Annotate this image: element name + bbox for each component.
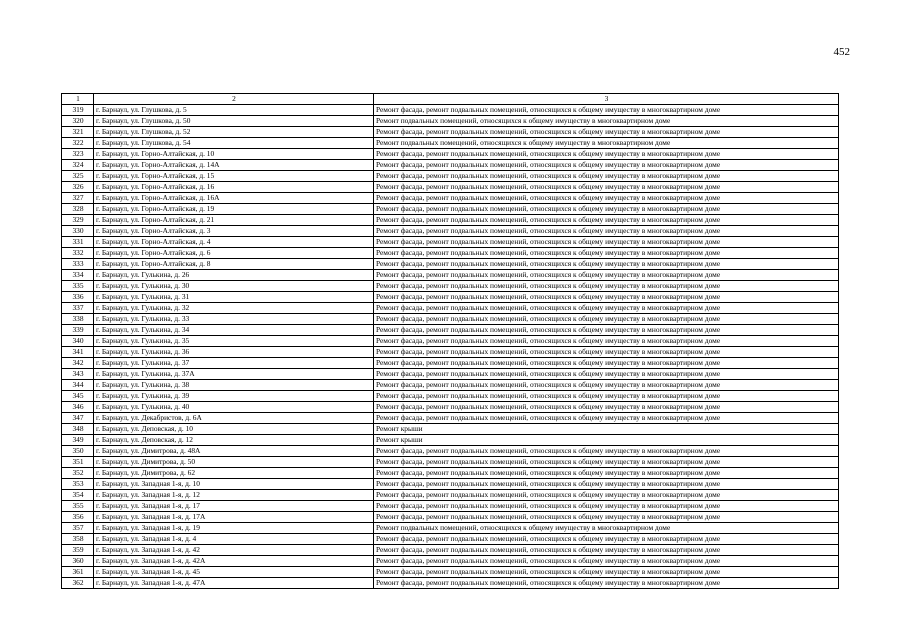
row-work-cell: Ремонт фасада, ремонт подвальных помещений, относящихся к общему имуществу в многоквартирном доме: [374, 347, 839, 358]
row-number-cell: 346: [62, 402, 94, 413]
row-number-cell: 340: [62, 336, 94, 347]
table-row: [62, 204, 839, 215]
row-address-cell: г. Барнаул, ул. Горно-Алтайская, д. 10: [94, 149, 374, 160]
row-number-cell: 334: [62, 270, 94, 281]
row-address-cell: г. Барнаул, ул. Западная 1-я, д. 19: [94, 523, 374, 534]
row-work-cell: Ремонт фасада, ремонт подвальных помещений, относящихся к общему имуществу в многоквартирном доме: [374, 490, 839, 501]
row-work-cell: Ремонт фасада, ремонт подвальных помещений, относящихся к общему имуществу в многоквартирном доме: [374, 259, 839, 270]
row-number-cell: 320: [62, 116, 94, 127]
row-number-cell: 339: [62, 325, 94, 336]
row-number-cell: 355: [62, 501, 94, 512]
row-work-cell: Ремонт фасада, ремонт подвальных помещений, относящихся к общему имуществу в многоквартирном доме: [374, 215, 839, 226]
table-row: [62, 259, 839, 270]
table-row: [62, 347, 839, 358]
row-work-cell: Ремонт фасада, ремонт подвальных помещений, относящихся к общему имуществу в многоквартирном доме: [374, 336, 839, 347]
row-number-cell: 351: [62, 457, 94, 468]
row-number-cell: 322: [62, 138, 94, 149]
table-row: [62, 292, 839, 303]
row-address-cell: г. Барнаул, ул. Горно-Алтайская, д. 21: [94, 215, 374, 226]
row-address-cell: г. Барнаул, ул. Горно-Алтайская, д. 8: [94, 259, 374, 270]
row-address-cell: г. Барнаул, ул. Гулькина, д. 38: [94, 380, 374, 391]
row-address-cell: г. Барнаул, ул. Гулькина, д. 36: [94, 347, 374, 358]
table-row: [62, 567, 839, 578]
row-number-cell: 323: [62, 149, 94, 160]
row-address-cell: г. Барнаул, ул. Гулькина, д. 32: [94, 303, 374, 314]
row-number-cell: 360: [62, 556, 94, 567]
row-number-cell: 356: [62, 512, 94, 523]
row-number-cell: 342: [62, 358, 94, 369]
table-row: [62, 457, 839, 468]
table-row: [62, 237, 839, 248]
row-work-cell: Ремонт фасада, ремонт подвальных помещений, относящихся к общему имуществу в многоквартирном доме: [374, 578, 839, 589]
row-work-cell: Ремонт фасада, ремонт подвальных помещений, относящихся к общему имуществу в многоквартирном доме: [374, 248, 839, 259]
table-row: [62, 336, 839, 347]
row-work-cell: Ремонт фасада, ремонт подвальных помещений, относящихся к общему имуществу в многоквартирном доме: [374, 534, 839, 545]
table-row: [62, 281, 839, 292]
row-number-cell: 357: [62, 523, 94, 534]
row-number-cell: 349: [62, 435, 94, 446]
row-work-cell: Ремонт фасада, ремонт подвальных помещений, относящихся к общему имуществу в многоквартирном доме: [374, 160, 839, 171]
table-row: [62, 270, 839, 281]
table-row: [62, 490, 839, 501]
row-number-cell: 345: [62, 391, 94, 402]
table-row: [62, 556, 839, 567]
row-address-cell: г. Барнаул, ул. Глушкова, д. 5: [94, 105, 374, 116]
header-cell-number: 1: [62, 94, 94, 105]
row-work-cell: Ремонт подвальных помещений, относящихся к общему имуществу в многоквартирном доме: [374, 116, 839, 127]
row-address-cell: г. Барнаул, ул. Гулькина, д. 31: [94, 292, 374, 303]
table-row: [62, 501, 839, 512]
table-row: [62, 512, 839, 523]
row-number-cell: 348: [62, 424, 94, 435]
row-address-cell: г. Барнаул, ул. Горно-Алтайская, д. 15: [94, 171, 374, 182]
row-number-cell: 332: [62, 248, 94, 259]
row-address-cell: г. Барнаул, ул. Западная 1-я, д. 42А: [94, 556, 374, 567]
row-address-cell: г. Барнаул, ул. Гулькина, д. 34: [94, 325, 374, 336]
row-work-cell: Ремонт фасада, ремонт подвальных помещений, относящихся к общему имуществу в многоквартирном доме: [374, 226, 839, 237]
row-work-cell: Ремонт фасада, ремонт подвальных помещений, относящихся к общему имуществу в многоквартирном доме: [374, 457, 839, 468]
row-work-cell: Ремонт крыши: [374, 435, 839, 446]
row-number-cell: 327: [62, 193, 94, 204]
table-row: [62, 105, 839, 116]
header-cell-address: 2: [94, 94, 374, 105]
table-row: [62, 545, 839, 556]
table-row: [62, 138, 839, 149]
row-address-cell: г. Барнаул, ул. Горно-Алтайская, д. 4: [94, 237, 374, 248]
row-address-cell: г. Барнаул, ул. Западная 1-я, д. 17: [94, 501, 374, 512]
row-address-cell: г. Барнаул, ул. Гулькина, д. 35: [94, 336, 374, 347]
row-address-cell: г. Барнаул, ул. Гулькина, д. 39: [94, 391, 374, 402]
table-row: [62, 523, 839, 534]
table-row: [62, 303, 839, 314]
table-row: [62, 424, 839, 435]
table-header-row: [62, 94, 839, 105]
row-number-cell: 330: [62, 226, 94, 237]
table-row: [62, 380, 839, 391]
row-work-cell: Ремонт фасада, ремонт подвальных помещений, относящихся к общему имуществу в многоквартирном доме: [374, 303, 839, 314]
table-body: [62, 94, 839, 589]
row-work-cell: Ремонт фасада, ремонт подвальных помещений, относящихся к общему имуществу в многоквартирном доме: [374, 468, 839, 479]
table-row: [62, 215, 839, 226]
row-number-cell: 362: [62, 578, 94, 589]
row-address-cell: г. Барнаул, ул. Димитрова, д. 48А: [94, 446, 374, 457]
table-row: [62, 149, 839, 160]
page-number: 452: [833, 46, 850, 58]
row-work-cell: Ремонт крыши: [374, 424, 839, 435]
table-row: [62, 193, 839, 204]
header-cell-work: 3: [374, 94, 839, 105]
row-number-cell: 350: [62, 446, 94, 457]
row-number-cell: 361: [62, 567, 94, 578]
row-number-cell: 344: [62, 380, 94, 391]
row-number-cell: 324: [62, 160, 94, 171]
row-work-cell: Ремонт фасада, ремонт подвальных помещений, относящихся к общему имуществу в многоквартирном доме: [374, 149, 839, 160]
row-number-cell: 335: [62, 281, 94, 292]
row-address-cell: г. Барнаул, ул. Западная 1-я, д. 12: [94, 490, 374, 501]
table-row: [62, 116, 839, 127]
row-work-cell: Ремонт фасада, ремонт подвальных помещений, относящихся к общему имуществу в многоквартирном доме: [374, 281, 839, 292]
row-address-cell: г. Барнаул, ул. Западная 1-я, д. 10: [94, 479, 374, 490]
repair-table: [61, 93, 839, 589]
row-address-cell: г. Барнаул, ул. Гулькина, д. 37: [94, 358, 374, 369]
row-address-cell: г. Барнаул, ул. Глушкова, д. 50: [94, 116, 374, 127]
row-work-cell: Ремонт фасада, ремонт подвальных помещений, относящихся к общему имуществу в многоквартирном доме: [374, 292, 839, 303]
row-number-cell: 319: [62, 105, 94, 116]
table-row: [62, 369, 839, 380]
table-row: [62, 226, 839, 237]
row-work-cell: Ремонт фасада, ремонт подвальных помещений, относящихся к общему имуществу в многоквартирном доме: [374, 369, 839, 380]
table-row: [62, 127, 839, 138]
row-work-cell: Ремонт фасада, ремонт подвальных помещений, относящихся к общему имуществу в многоквартирном доме: [374, 314, 839, 325]
table-row: [62, 358, 839, 369]
row-work-cell: Ремонт фасада, ремонт подвальных помещений, относящихся к общему имуществу в многоквартирном доме: [374, 512, 839, 523]
row-work-cell: Ремонт подвальных помещений, относящихся к общему имуществу в многоквартирном доме: [374, 523, 839, 534]
row-address-cell: г. Барнаул, ул. Западная 1-я, д. 4: [94, 534, 374, 545]
table-row: [62, 171, 839, 182]
row-work-cell: Ремонт фасада, ремонт подвальных помещений, относящихся к общему имуществу в многоквартирном доме: [374, 237, 839, 248]
table-row: [62, 391, 839, 402]
row-work-cell: Ремонт фасада, ремонт подвальных помещений, относящихся к общему имуществу в многоквартирном доме: [374, 556, 839, 567]
row-work-cell: Ремонт фасада, ремонт подвальных помещений, относящихся к общему имуществу в многоквартирном доме: [374, 325, 839, 336]
row-number-cell: 359: [62, 545, 94, 556]
row-number-cell: 325: [62, 171, 94, 182]
row-number-cell: 353: [62, 479, 94, 490]
table-row: [62, 248, 839, 259]
row-number-cell: 337: [62, 303, 94, 314]
row-address-cell: г. Барнаул, ул. Западная 1-я, д. 17А: [94, 512, 374, 523]
row-work-cell: Ремонт фасада, ремонт подвальных помещений, относящихся к общему имуществу в многоквартирном доме: [374, 380, 839, 391]
row-address-cell: г. Барнаул, ул. Горно-Алтайская, д. 3: [94, 226, 374, 237]
row-number-cell: 331: [62, 237, 94, 248]
table-row: [62, 314, 839, 325]
row-address-cell: г. Барнаул, ул. Гулькина, д. 40: [94, 402, 374, 413]
row-number-cell: 352: [62, 468, 94, 479]
table-row: [62, 468, 839, 479]
row-address-cell: г. Барнаул, ул. Гулькина, д. 33: [94, 314, 374, 325]
table-row: [62, 435, 839, 446]
row-address-cell: г. Барнаул, ул. Глушкова, д. 52: [94, 127, 374, 138]
row-address-cell: г. Барнаул, ул. Западная 1-я, д. 45: [94, 567, 374, 578]
row-address-cell: г. Барнаул, ул. Горно-Алтайская, д. 6: [94, 248, 374, 259]
row-number-cell: 343: [62, 369, 94, 380]
table-row: [62, 402, 839, 413]
row-work-cell: Ремонт фасада, ремонт подвальных помещений, относящихся к общему имуществу в многоквартирном доме: [374, 182, 839, 193]
row-work-cell: Ремонт фасада, ремонт подвальных помещений, относящихся к общему имуществу в многоквартирном доме: [374, 204, 839, 215]
row-number-cell: 326: [62, 182, 94, 193]
row-number-cell: 338: [62, 314, 94, 325]
row-number-cell: 354: [62, 490, 94, 501]
row-address-cell: г. Барнаул, ул. Деповская, д. 10: [94, 424, 374, 435]
table-row: [62, 182, 839, 193]
row-work-cell: Ремонт фасада, ремонт подвальных помещений, относящихся к общему имуществу в многоквартирном доме: [374, 391, 839, 402]
row-number-cell: 333: [62, 259, 94, 270]
row-number-cell: 341: [62, 347, 94, 358]
row-address-cell: г. Барнаул, ул. Западная 1-я, д. 47А: [94, 578, 374, 589]
table-row: [62, 413, 839, 424]
row-work-cell: Ремонт фасада, ремонт подвальных помещений, относящихся к общему имуществу в многоквартирном доме: [374, 501, 839, 512]
table-row: [62, 578, 839, 589]
row-address-cell: г. Барнаул, ул. Горно-Алтайская, д. 19: [94, 204, 374, 215]
table-row: [62, 534, 839, 545]
row-work-cell: Ремонт фасада, ремонт подвальных помещений, относящихся к общему имуществу в многоквартирном доме: [374, 358, 839, 369]
row-number-cell: 329: [62, 215, 94, 226]
row-work-cell: Ремонт фасада, ремонт подвальных помещений, относящихся к общему имуществу в многоквартирном доме: [374, 105, 839, 116]
row-work-cell: Ремонт фасада, ремонт подвальных помещений, относящихся к общему имуществу в многоквартирном доме: [374, 402, 839, 413]
row-work-cell: Ремонт фасада, ремонт подвальных помещений, относящихся к общему имуществу в многоквартирном доме: [374, 270, 839, 281]
row-address-cell: г. Барнаул, ул. Деповская, д. 12: [94, 435, 374, 446]
row-work-cell: Ремонт фасада, ремонт подвальных помещений, относящихся к общему имуществу в многоквартирном доме: [374, 193, 839, 204]
row-work-cell: Ремонт фасада, ремонт подвальных помещений, относящихся к общему имуществу в многоквартирном доме: [374, 567, 839, 578]
row-address-cell: г. Барнаул, ул. Гулькина, д. 37А: [94, 369, 374, 380]
row-work-cell: Ремонт фасада, ремонт подвальных помещений, относящихся к общему имуществу в многоквартирном доме: [374, 446, 839, 457]
row-address-cell: г. Барнаул, ул. Декабристов, д. 6А: [94, 413, 374, 424]
row-work-cell: Ремонт фасада, ремонт подвальных помещений, относящихся к общему имуществу в многоквартирном доме: [374, 479, 839, 490]
row-address-cell: г. Барнаул, ул. Димитрова, д. 50: [94, 457, 374, 468]
row-work-cell: Ремонт фасада, ремонт подвальных помещений, относящихся к общему имуществу в многоквартирном доме: [374, 127, 839, 138]
row-work-cell: Ремонт фасада, ремонт подвальных помещений, относящихся к общему имуществу в многоквартирном доме: [374, 413, 839, 424]
row-number-cell: 321: [62, 127, 94, 138]
row-address-cell: г. Барнаул, ул. Гулькина, д. 30: [94, 281, 374, 292]
row-address-cell: г. Барнаул, ул. Западная 1-я, д. 42: [94, 545, 374, 556]
row-number-cell: 347: [62, 413, 94, 424]
row-address-cell: г. Барнаул, ул. Глушкова, д. 54: [94, 138, 374, 149]
row-address-cell: г. Барнаул, ул. Димитрова, д. 62: [94, 468, 374, 479]
table-row: [62, 325, 839, 336]
row-address-cell: г. Барнаул, ул. Горно-Алтайская, д. 16: [94, 182, 374, 193]
row-address-cell: г. Барнаул, ул. Горно-Алтайская, д. 14А: [94, 160, 374, 171]
row-work-cell: Ремонт подвальных помещений, относящихся к общему имуществу в многоквартирном доме: [374, 138, 839, 149]
table-row: [62, 160, 839, 171]
table-row: [62, 479, 839, 490]
row-number-cell: 336: [62, 292, 94, 303]
row-address-cell: г. Барнаул, ул. Горно-Алтайская, д. 16А: [94, 193, 374, 204]
row-number-cell: 358: [62, 534, 94, 545]
table-row: [62, 446, 839, 457]
row-number-cell: 328: [62, 204, 94, 215]
row-work-cell: Ремонт фасада, ремонт подвальных помещений, относящихся к общему имуществу в многоквартирном доме: [374, 171, 839, 182]
row-work-cell: Ремонт фасада, ремонт подвальных помещений, относящихся к общему имуществу в многоквартирном доме: [374, 545, 839, 556]
row-address-cell: г. Барнаул, ул. Гулькина, д. 26: [94, 270, 374, 281]
